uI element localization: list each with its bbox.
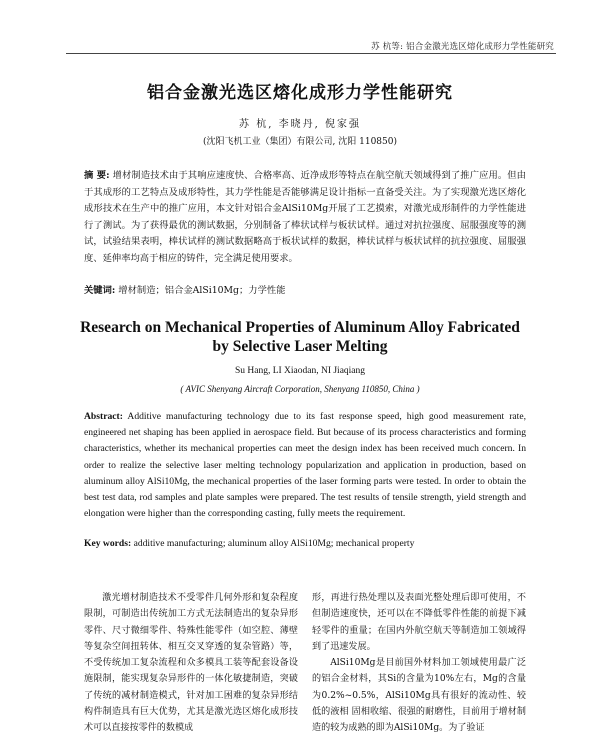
header-rule [66, 53, 556, 54]
en-abstract [84, 409, 526, 522]
en-title-line2: by Selective Laser Melting [212, 338, 388, 355]
en-title [40, 318, 560, 356]
running-head: 苏 杭等: 铝合金激光选区熔化成形力学性能研究 [371, 42, 554, 52]
cn-abstract-text: 增材制造技术由于其响应速度快、合格率高、近净成形等特点在航空航天领域得到了推广应用。但由于其成形的工艺特点及成形特性，其力学性能是否能够满足设计指标一直备受关注。为了实现激光选区熔化成形技术在生产中的推广应用，本文针对铝合金AlSi10Mg开展了工艺摸索，对激光成形制件的力学性能进行了测试。为了获得最优的测试数据，分别制备了棒状试样与板状试样。通过对抗拉强度、屈服强度等的测试，试验结果表明，棒状试样的测试数据略高于板状试样的数据，棒状试样与板状试样的抗拉强度、屈服强度、延伸率均高于相应的铸件，完全满足使用要求。 [84, 170, 526, 264]
en-authors: Su Hang, LI Xiaodan, NI Jiaqiang [234, 366, 366, 376]
en-abstract-label: Abstract: [84, 411, 123, 422]
cn-authors: 苏 杭, 李晓丹, 倪家强 [239, 119, 361, 130]
body-column-right [312, 590, 526, 737]
en-keywords-label: Key words: [84, 538, 132, 549]
en-keywords [84, 537, 526, 551]
cn-title: 铝合金激光选区熔化成形力学性能研究 [147, 83, 453, 103]
body-paragraph: AlSi10Mg是目前国外材料加工领域使用最广泛的铝合金材料，其Si的含量为10%左右，Mg的含量为0.2%~0.5%，AlSi10Mg具有很好的流动性、较低的液相 固相收缩、很强的耐磨性，目前用于增材制造的较为成熟的即为AlSi10Mg。为了验证 [312, 658, 526, 734]
en-abstract-text: Additive manufacturing technology due to its fast response speed, high good measurement rate, engineered net shaping has been applied in aerospace field. But because of its process characteristics and forming characteristics, whether its mechanical properties can meet the design index has been received much concern. In order to realize the selective laser melting technology popularization and application in production, based on aluminum alloy AlSi10Mg, the mechanical properties of the laser forming parts were tested. In order to obtain the best test data, rod samples and plate samples were prepared. The test results of tensile strength, yield strength and elongation were higher than the corresponding casting, fully meets the requirement. [84, 411, 526, 520]
cn-abstract-label: 摘 要: [84, 170, 110, 181]
cn-affiliation: (沈阳飞机工业（集团）有限公司, 沈阳 110850) [203, 137, 397, 147]
cn-keywords-text: 增材制造；铝合金AlSi10Mg；力学性能 [118, 285, 286, 296]
en-affiliation: ( AVIC Shenyang Aircraft Corporation, Shenyang 110850, China ) [180, 384, 420, 394]
body-paragraph: 激光增材制造技术不受零件几何外形和复杂程度限制，可制造出传统加工方式无法制造出的复杂异形零件、尺寸微细零件、特殊性能零件（如空腔、薄壁等复杂空间扭转体、相互交叉穿透的复杂管路）等，不受传统加工复杂流程和众多模具工装等配套设备设施限制，能实现复杂异形件的一体化敏捷制造，突破了传统的减材制造模式，针对加工困难的复杂异形结构件制造具有巨大优势，尤其是激光选区熔化成形技术可以直接按零件的数模成 [84, 593, 298, 734]
cn-keywords-label: 关键词: [84, 285, 116, 296]
en-keywords-text: additive manufacturing; aluminum alloy AlSi10Mg; mechanical property [133, 538, 415, 549]
en-title-line1: Research on Mechanical Properties of Aluminum Alloy Fabricated [80, 319, 520, 336]
body-column-left [84, 590, 298, 737]
body-paragraph: 形，再进行热处理以及表面光整处理后即可使用，不但制造速度快，还可以在不降低零件性能的前提下减轻零件的重量；在国内外航空航天等制造加工领域得到了迅速发展。 [312, 593, 526, 652]
cn-keywords [84, 283, 526, 299]
cn-abstract [84, 168, 526, 268]
